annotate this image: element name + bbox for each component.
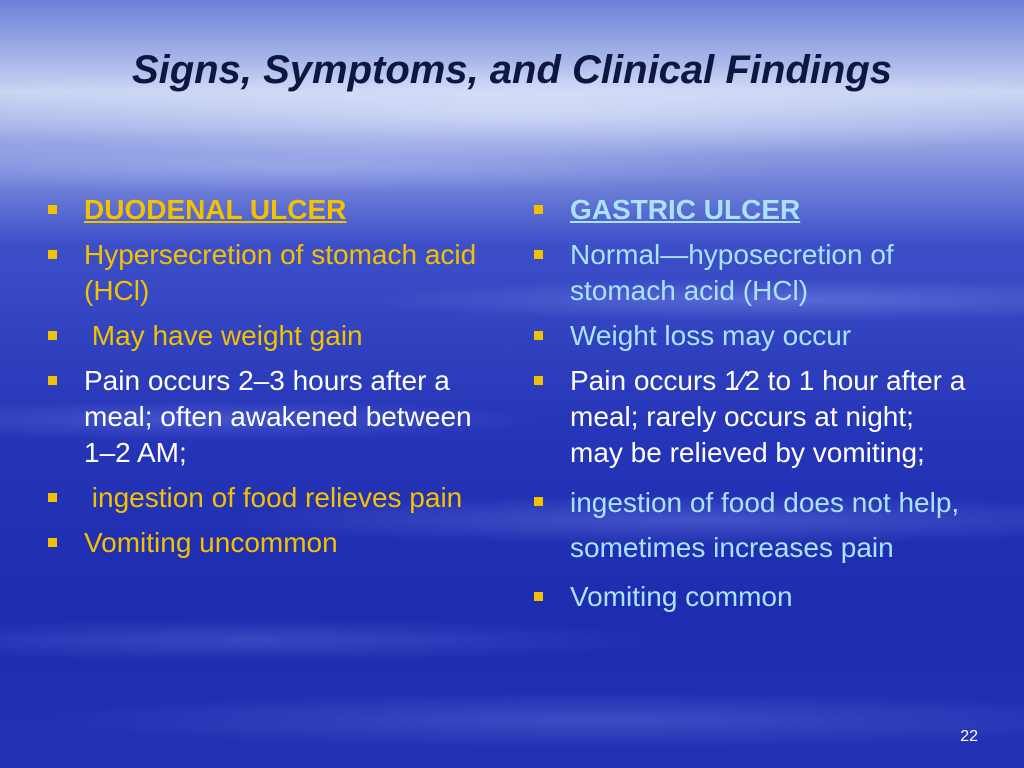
list-item-text: Weight loss may occur xyxy=(570,320,852,351)
list-item-text: Pain occurs 1⁄2 to 1 hour after a meal; rarely occurs at night; may be relieved by vomiting; xyxy=(570,365,974,468)
square-bullet-icon xyxy=(48,376,57,385)
list-item-text: Vomiting uncommon xyxy=(84,527,338,558)
square-bullet-icon xyxy=(48,205,57,214)
list-item-text: Pain occurs 2–3 hours after a meal; often awakened between 1–2 AM; xyxy=(84,365,472,468)
list-item-text: ingestion of food relieves pain xyxy=(84,482,463,513)
square-bullet-icon xyxy=(48,538,57,547)
square-bullet-icon xyxy=(534,592,543,601)
square-bullet-icon xyxy=(534,497,543,506)
duodenal-heading-item xyxy=(46,192,496,228)
list-item xyxy=(46,525,496,561)
gastric-heading-item xyxy=(532,192,982,228)
square-bullet-icon xyxy=(534,205,543,214)
list-item xyxy=(532,318,982,354)
list-item-text: Normal—hyposecretion of stomach acid (HCl) xyxy=(570,239,894,306)
square-bullet-icon xyxy=(48,250,57,259)
square-bullet-icon xyxy=(534,376,543,385)
duodenal-ulcer-list xyxy=(46,192,496,570)
list-item xyxy=(46,480,496,516)
gastric-ulcer-list xyxy=(532,192,982,624)
slide-title: Signs, Symptoms, and Clinical Findings xyxy=(131,48,893,92)
page-number: 22 xyxy=(960,728,978,745)
list-item xyxy=(532,363,982,471)
list-item xyxy=(46,237,496,309)
list-item xyxy=(532,579,982,615)
list-item-text: ingestion of food does not help, sometimes increases pain xyxy=(570,487,960,563)
gastric-heading: GASTRIC ULCER xyxy=(570,194,801,225)
list-item-text: Vomiting common xyxy=(570,581,793,612)
list-item xyxy=(46,318,496,354)
list-item xyxy=(532,480,982,570)
square-bullet-icon xyxy=(48,493,57,502)
square-bullet-icon xyxy=(534,250,543,259)
list-item-text: Hypersecretion of stomach acid (HCl) xyxy=(84,239,477,306)
list-item xyxy=(46,363,496,471)
list-item xyxy=(532,237,982,309)
square-bullet-icon xyxy=(534,331,543,340)
duodenal-heading: DUODENAL ULCER xyxy=(84,194,347,225)
list-item-text: May have weight gain xyxy=(84,320,363,351)
square-bullet-icon xyxy=(48,331,57,340)
